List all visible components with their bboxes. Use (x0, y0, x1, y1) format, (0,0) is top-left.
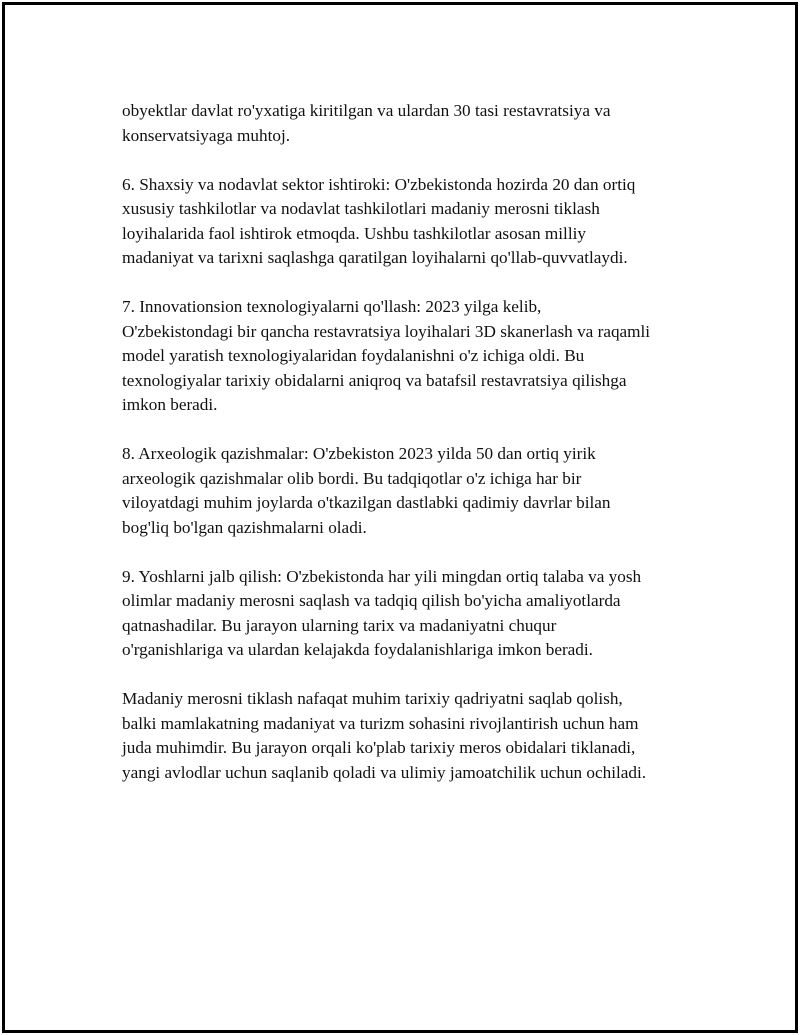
paragraph-continuation: obyektlar davlat ro'yxatiga kiritilgan va ulardan 30 tasi restavratsiya va konservatsiyaga muhtoj. (122, 101, 611, 145)
paragraph-item-9: 9. Yoshlarni jalb qilish: O'zbekistonda har yili mingdan ortiq talaba va yosh olimlar madaniy merosni saqlash va tadqiq qilish bo'yicha amaliyotlarda qatnashadilar. Bu jarayon ularning tarix va madaniyatni chuqur o'rganishlariga va ulardan kelajakda foydalanishlariga imkon beradi. (122, 566, 642, 659)
paragraph-item-8: 8. Arxeologik qazishmalar: O'zbekiston 2023 yilda 50 dan ortiq yirik arxeologik qazishmalar olib bordi. Bu tadqiqotlar o'z ichiga har bir viloyatdagi muhim joylarda o'tkazilgan dastlabki qadimiy davrlar bilan bog'liq bo'lgan qazishmalarni oladi. (122, 444, 611, 537)
paragraph-item-6: 6. Shaxsiy va nodavlat sektor ishtiroki: O'zbekistonda hozirda 20 dan ortiq xususiy tashkilotlar va nodavlat tashkilotlari madaniy merosni tiklash loyihalarida faol ishtirok etmoqda. Ushbu tashkilotlar asosan milliy madaniyat va tarixni saqlashga qaratilgan loyihalarni qo'llab-quvvatlaydi. (122, 174, 636, 267)
paragraph-conclusion: Madaniy merosni tiklash nafaqat muhim tarixiy qadriyatni saqlab qolish, balki mamlakatning madaniyat va turizm sohasini rivojlantirish uchun ham juda muhimdir. Bu jarayon orqali ko'plab tarixiy meros obidalari tiklanadi, yangi avlodlar uchun saqlanib qoladi va ulimiy jamoatchilik uchun ochiladi. (122, 689, 647, 782)
page-frame (2, 2, 798, 1033)
page-body (122, 99, 722, 810)
paragraph-item-7: 7. Innovationsion texnologiyalarni qo'llash: 2023 yilga kelib, O'zbekistondagi bir qancha restavratsiya loyihalari 3D skanerlash va raqamli model yaratish texnologiyalaridan foydalanishni o'z ichiga oldi. Bu texnologiyalar tarixiy obidalarni aniqroq va batafsil restavratsiya qilishga imkon beradi. (122, 297, 651, 414)
